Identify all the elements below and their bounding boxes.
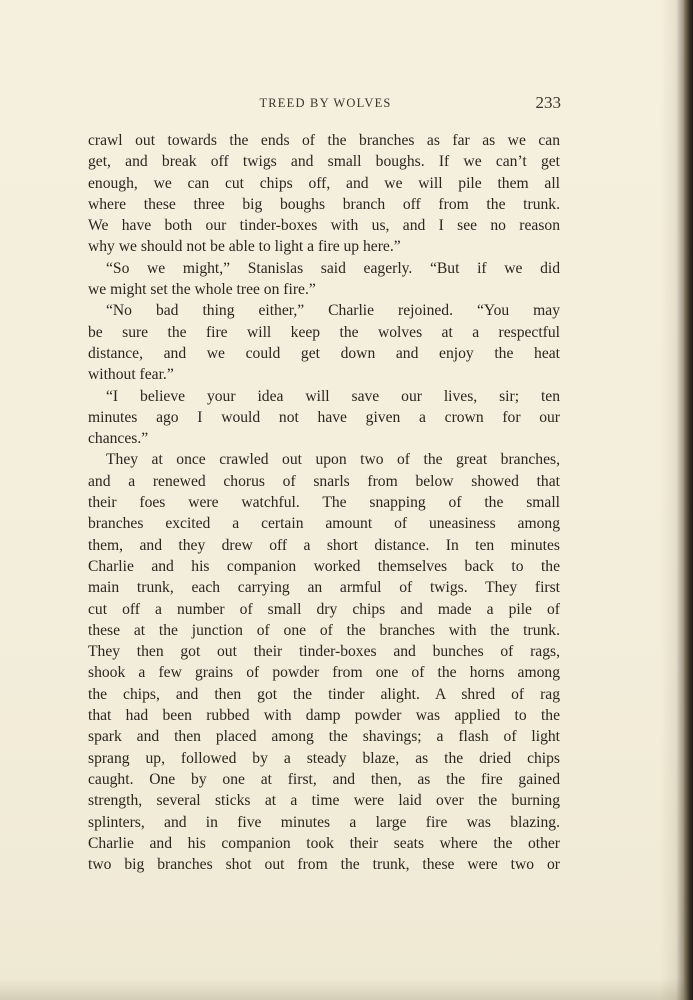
text-line: We have both our tinder-boxes with us, and I see no reason — [88, 217, 560, 235]
text-line: cut off a number of small dry chips and made a pile of — [88, 600, 560, 618]
text-line: them, and they drew off a short distance. In ten minutes — [88, 536, 560, 554]
text-line: get, and break off twigs and small boughs. If we can’t get — [88, 153, 560, 171]
text-line: Charlie and his companion took their seats where the other — [88, 834, 560, 852]
text-line: caught. One by one at first, and then, as the fire gained — [88, 770, 560, 788]
body-text — [88, 130, 560, 875]
text-line: without fear.” — [88, 366, 174, 384]
text-line: splinters, and in five minutes a large fire was blazing. — [88, 813, 560, 831]
book-spine-edge — [684, 0, 693, 1000]
text-line: these at the junction of one of the branches with the trunk. — [88, 621, 560, 639]
text-line: chances.” — [88, 430, 149, 448]
text-line: shook a few grains of powder from one of the horns among — [88, 664, 560, 682]
text-line: distance, and we could get down and enjoy the heat — [88, 344, 560, 362]
text-line: “No bad thing either,” Charlie rejoined. “You may — [106, 302, 560, 320]
text-line: the chips, and then got the tinder alight. A shred of rag — [88, 685, 560, 703]
text-line: that had been rubbed with damp powder was applied to the — [88, 707, 560, 725]
text-line: They then got out their tinder-boxes and bunches of rags, — [88, 643, 560, 661]
page-number: 233 — [535, 93, 561, 112]
text-line: Charlie and his companion worked themselves back to the — [88, 557, 560, 575]
text-line: main trunk, each carrying an armful of twigs. They first — [88, 579, 560, 597]
text-line: crawl out towards the ends of the branches as far as we can — [88, 132, 560, 149]
page-bottom-shadow — [0, 978, 693, 1000]
running-head — [88, 94, 563, 114]
text-line: minutes ago I would not have given a crown for our — [88, 408, 560, 426]
running-title: TREED BY WOLVES — [259, 96, 392, 110]
text-line: strength, several sticks at a time were laid over the burning — [88, 792, 560, 810]
text-line: be sure the fire will keep the wolves at a respectful — [88, 323, 560, 341]
text-line: two big branches shot out from the trunk, these were two or — [88, 856, 560, 874]
text-line: their foes were watchful. The snapping of the small — [88, 494, 560, 512]
text-line: where these three big boughs branch off from the trunk. — [88, 195, 560, 213]
text-line: branches excited a certain amount of uneasiness among — [88, 515, 560, 533]
text-line: “I believe your idea will save our lives, sir; ten — [106, 387, 560, 405]
text-line: why we should not be able to light a fire up here.” — [88, 238, 401, 256]
text-line: sprang up, followed by a steady blaze, as the dried chips — [88, 749, 560, 767]
text-line: we might set the whole tree on fire.” — [88, 281, 316, 299]
text-line: They at once crawled out upon two of the great branches, — [106, 451, 560, 469]
text-line: spark and then placed among the shavings; a flash of light — [88, 728, 560, 746]
text-line: “So we might,” Stanislas said eagerly. “But if we did — [106, 259, 560, 277]
text-line: and a renewed chorus of snarls from below showed that — [88, 472, 560, 490]
text-line: enough, we can cut chips off, and we will pile them all — [88, 174, 560, 192]
